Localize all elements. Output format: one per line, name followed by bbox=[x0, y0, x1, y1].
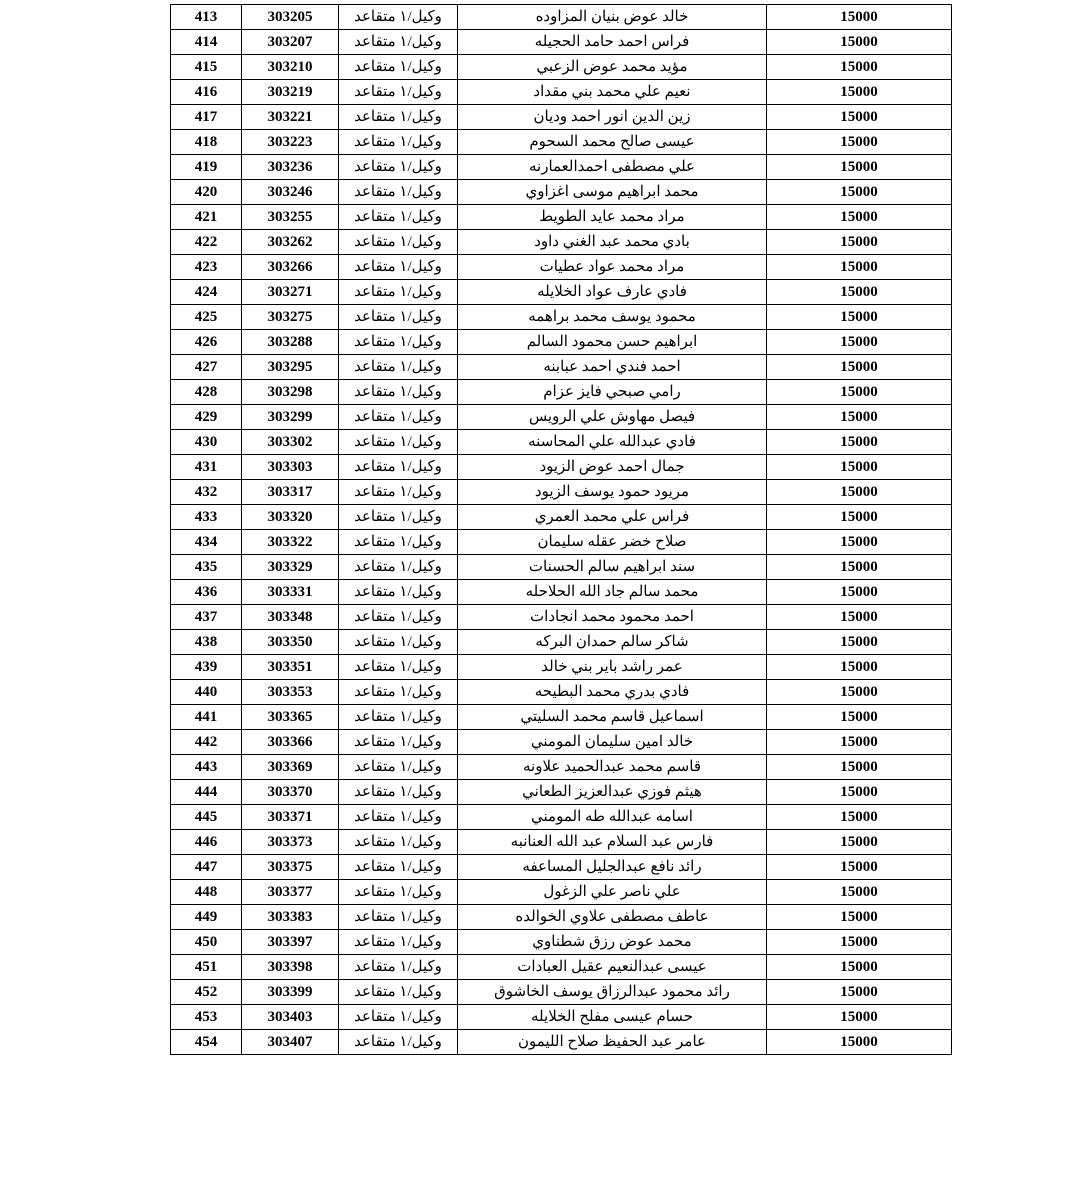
cell-rank: وكيل/١ متقاعد bbox=[339, 630, 458, 655]
table-row bbox=[171, 305, 952, 330]
cell-seq: 422 bbox=[171, 230, 242, 255]
cell-rank: وكيل/١ متقاعد bbox=[339, 30, 458, 55]
cell-rank: وكيل/١ متقاعد bbox=[339, 605, 458, 630]
cell-amount: 15000 bbox=[767, 230, 952, 255]
cell-amount: 15000 bbox=[767, 480, 952, 505]
cell-id: 303366 bbox=[242, 730, 339, 755]
cell-rank: وكيل/١ متقاعد bbox=[339, 830, 458, 855]
cell-amount: 15000 bbox=[767, 605, 952, 630]
cell-rank: وكيل/١ متقاعد bbox=[339, 480, 458, 505]
cell-amount: 15000 bbox=[767, 305, 952, 330]
cell-name: فادي بدري محمد البطيحه bbox=[458, 680, 767, 705]
cell-seq: 429 bbox=[171, 405, 242, 430]
cell-id: 303407 bbox=[242, 1030, 339, 1055]
table-row bbox=[171, 1030, 952, 1055]
table-row bbox=[171, 455, 952, 480]
cell-seq: 415 bbox=[171, 55, 242, 80]
cell-seq: 426 bbox=[171, 330, 242, 355]
cell-amount: 15000 bbox=[767, 705, 952, 730]
cell-rank: وكيل/١ متقاعد bbox=[339, 780, 458, 805]
cell-rank: وكيل/١ متقاعد bbox=[339, 55, 458, 80]
cell-seq: 432 bbox=[171, 480, 242, 505]
cell-amount: 15000 bbox=[767, 455, 952, 480]
cell-name: علي مصطفى احمدالعمارنه bbox=[458, 155, 767, 180]
cell-id: 303397 bbox=[242, 930, 339, 955]
cell-id: 303373 bbox=[242, 830, 339, 855]
cell-amount: 15000 bbox=[767, 255, 952, 280]
cell-seq: 441 bbox=[171, 705, 242, 730]
table-row bbox=[171, 105, 952, 130]
cell-amount: 15000 bbox=[767, 405, 952, 430]
cell-name: محمد سالم جاد الله الحلاحله bbox=[458, 580, 767, 605]
cell-id: 303350 bbox=[242, 630, 339, 655]
cell-name: علي ناصر علي الزغول bbox=[458, 880, 767, 905]
cell-seq: 447 bbox=[171, 855, 242, 880]
cell-rank: وكيل/١ متقاعد bbox=[339, 455, 458, 480]
cell-amount: 15000 bbox=[767, 330, 952, 355]
cell-name: خالد امين سليمان المومني bbox=[458, 730, 767, 755]
cell-seq: 435 bbox=[171, 555, 242, 580]
cell-amount: 15000 bbox=[767, 1030, 952, 1055]
table-row bbox=[171, 355, 952, 380]
cell-rank: وكيل/١ متقاعد bbox=[339, 705, 458, 730]
cell-seq: 418 bbox=[171, 130, 242, 155]
cell-seq: 428 bbox=[171, 380, 242, 405]
cell-seq: 421 bbox=[171, 205, 242, 230]
cell-rank: وكيل/١ متقاعد bbox=[339, 680, 458, 705]
cell-seq: 449 bbox=[171, 905, 242, 930]
cell-amount: 15000 bbox=[767, 980, 952, 1005]
cell-rank: وكيل/١ متقاعد bbox=[339, 805, 458, 830]
cell-rank: وكيل/١ متقاعد bbox=[339, 1030, 458, 1055]
cell-amount: 15000 bbox=[767, 1005, 952, 1030]
roster-table-container bbox=[194, 4, 952, 1055]
cell-id: 303403 bbox=[242, 1005, 339, 1030]
cell-name: فارس عبد السلام عبد الله العنانبه bbox=[458, 830, 767, 855]
table-row bbox=[171, 130, 952, 155]
cell-id: 303266 bbox=[242, 255, 339, 280]
table-row bbox=[171, 905, 952, 930]
cell-name: قاسم محمد عبدالحميد علاونه bbox=[458, 755, 767, 780]
table-row bbox=[171, 630, 952, 655]
cell-id: 303398 bbox=[242, 955, 339, 980]
cell-amount: 15000 bbox=[767, 655, 952, 680]
cell-amount: 15000 bbox=[767, 5, 952, 30]
table-row bbox=[171, 205, 952, 230]
cell-id: 303365 bbox=[242, 705, 339, 730]
cell-seq: 416 bbox=[171, 80, 242, 105]
cell-rank: وكيل/١ متقاعد bbox=[339, 405, 458, 430]
table-row bbox=[171, 830, 952, 855]
cell-id: 303223 bbox=[242, 130, 339, 155]
cell-amount: 15000 bbox=[767, 505, 952, 530]
cell-name: عاطف مصطفى علاوي الخوالده bbox=[458, 905, 767, 930]
table-row bbox=[171, 580, 952, 605]
cell-rank: وكيل/١ متقاعد bbox=[339, 280, 458, 305]
cell-name: خالد عوض بنيان المزاوده bbox=[458, 5, 767, 30]
cell-amount: 15000 bbox=[767, 280, 952, 305]
cell-rank: وكيل/١ متقاعد bbox=[339, 205, 458, 230]
cell-id: 303303 bbox=[242, 455, 339, 480]
table-row bbox=[171, 505, 952, 530]
cell-amount: 15000 bbox=[767, 430, 952, 455]
cell-amount: 15000 bbox=[767, 155, 952, 180]
cell-rank: وكيل/١ متقاعد bbox=[339, 930, 458, 955]
cell-seq: 443 bbox=[171, 755, 242, 780]
cell-seq: 445 bbox=[171, 805, 242, 830]
table-row bbox=[171, 155, 952, 180]
cell-amount: 15000 bbox=[767, 830, 952, 855]
cell-rank: وكيل/١ متقاعد bbox=[339, 905, 458, 930]
cell-amount: 15000 bbox=[767, 30, 952, 55]
cell-name: عيسى صالح محمد السحوم bbox=[458, 130, 767, 155]
cell-amount: 15000 bbox=[767, 555, 952, 580]
cell-seq: 425 bbox=[171, 305, 242, 330]
cell-name: رائد محمود عبدالرزاق يوسف الخاشوق bbox=[458, 980, 767, 1005]
cell-seq: 430 bbox=[171, 430, 242, 455]
cell-seq: 439 bbox=[171, 655, 242, 680]
table-row bbox=[171, 5, 952, 30]
cell-rank: وكيل/١ متقاعد bbox=[339, 755, 458, 780]
cell-name: مريود حمود يوسف الزيود bbox=[458, 480, 767, 505]
cell-name: محمد ابراهيم موسى اغزاوي bbox=[458, 180, 767, 205]
cell-amount: 15000 bbox=[767, 205, 952, 230]
cell-amount: 15000 bbox=[767, 630, 952, 655]
cell-name: فراس احمد حامد الحجيله bbox=[458, 30, 767, 55]
cell-name: سند ابراهيم سالم الحسنات bbox=[458, 555, 767, 580]
cell-amount: 15000 bbox=[767, 55, 952, 80]
table-row bbox=[171, 180, 952, 205]
table-row bbox=[171, 255, 952, 280]
cell-id: 303236 bbox=[242, 155, 339, 180]
cell-id: 303219 bbox=[242, 80, 339, 105]
table-row bbox=[171, 730, 952, 755]
cell-name: زين الدين انور احمد وديان bbox=[458, 105, 767, 130]
cell-name: صلاح خضر عقله سليمان bbox=[458, 530, 767, 555]
cell-rank: وكيل/١ متقاعد bbox=[339, 730, 458, 755]
cell-amount: 15000 bbox=[767, 930, 952, 955]
cell-name: فادي عارف عواد الخلايله bbox=[458, 280, 767, 305]
cell-name: مراد محمد عايد الطويط bbox=[458, 205, 767, 230]
cell-seq: 414 bbox=[171, 30, 242, 55]
cell-rank: وكيل/١ متقاعد bbox=[339, 180, 458, 205]
cell-id: 303348 bbox=[242, 605, 339, 630]
cell-name: عامر عبد الحفيظ صلاح الليمون bbox=[458, 1030, 767, 1055]
cell-seq: 440 bbox=[171, 680, 242, 705]
table-row bbox=[171, 280, 952, 305]
cell-amount: 15000 bbox=[767, 130, 952, 155]
cell-rank: وكيل/١ متقاعد bbox=[339, 580, 458, 605]
cell-name: بادي محمد عبد الغني داود bbox=[458, 230, 767, 255]
cell-seq: 438 bbox=[171, 630, 242, 655]
cell-rank: وكيل/١ متقاعد bbox=[339, 355, 458, 380]
cell-id: 303246 bbox=[242, 180, 339, 205]
cell-name: احمد محمود محمد انجادات bbox=[458, 605, 767, 630]
table-row bbox=[171, 405, 952, 430]
cell-id: 303271 bbox=[242, 280, 339, 305]
cell-seq: 450 bbox=[171, 930, 242, 955]
cell-seq: 454 bbox=[171, 1030, 242, 1055]
cell-name: حسام عيسى مفلح الخلايله bbox=[458, 1005, 767, 1030]
cell-rank: وكيل/١ متقاعد bbox=[339, 955, 458, 980]
cell-id: 303298 bbox=[242, 380, 339, 405]
cell-seq: 427 bbox=[171, 355, 242, 380]
cell-name: مؤيد محمد عوض الزعبي bbox=[458, 55, 767, 80]
cell-name: مراد محمد عواد عطيات bbox=[458, 255, 767, 280]
table-row bbox=[171, 30, 952, 55]
cell-id: 303221 bbox=[242, 105, 339, 130]
cell-amount: 15000 bbox=[767, 880, 952, 905]
cell-rank: وكيل/١ متقاعد bbox=[339, 80, 458, 105]
cell-amount: 15000 bbox=[767, 80, 952, 105]
cell-amount: 15000 bbox=[767, 355, 952, 380]
table-row bbox=[171, 330, 952, 355]
table-row bbox=[171, 805, 952, 830]
cell-id: 303207 bbox=[242, 30, 339, 55]
cell-seq: 442 bbox=[171, 730, 242, 755]
cell-id: 303375 bbox=[242, 855, 339, 880]
cell-id: 303262 bbox=[242, 230, 339, 255]
table-row bbox=[171, 480, 952, 505]
cell-id: 303383 bbox=[242, 905, 339, 930]
cell-amount: 15000 bbox=[767, 805, 952, 830]
cell-amount: 15000 bbox=[767, 730, 952, 755]
cell-id: 303329 bbox=[242, 555, 339, 580]
cell-seq: 436 bbox=[171, 580, 242, 605]
cell-id: 303317 bbox=[242, 480, 339, 505]
table-row bbox=[171, 680, 952, 705]
table-row bbox=[171, 955, 952, 980]
cell-amount: 15000 bbox=[767, 680, 952, 705]
cell-rank: وكيل/١ متقاعد bbox=[339, 655, 458, 680]
cell-id: 303275 bbox=[242, 305, 339, 330]
cell-rank: وكيل/١ متقاعد bbox=[339, 5, 458, 30]
cell-name: شاكر سالم حمدان البركه bbox=[458, 630, 767, 655]
cell-id: 303351 bbox=[242, 655, 339, 680]
table-row bbox=[171, 980, 952, 1005]
cell-seq: 437 bbox=[171, 605, 242, 630]
cell-name: عمر راشد باير بني خالد bbox=[458, 655, 767, 680]
cell-amount: 15000 bbox=[767, 530, 952, 555]
cell-seq: 448 bbox=[171, 880, 242, 905]
cell-id: 303377 bbox=[242, 880, 339, 905]
cell-amount: 15000 bbox=[767, 580, 952, 605]
table-row bbox=[171, 430, 952, 455]
cell-rank: وكيل/١ متقاعد bbox=[339, 430, 458, 455]
cell-name: محمود يوسف محمد براهمه bbox=[458, 305, 767, 330]
cell-name: ابراهيم حسن محمود السالم bbox=[458, 330, 767, 355]
cell-id: 303371 bbox=[242, 805, 339, 830]
cell-seq: 433 bbox=[171, 505, 242, 530]
cell-name: اسامه عبدالله طه المومني bbox=[458, 805, 767, 830]
cell-id: 303302 bbox=[242, 430, 339, 455]
cell-seq: 446 bbox=[171, 830, 242, 855]
roster-table bbox=[170, 4, 952, 1055]
table-row bbox=[171, 705, 952, 730]
cell-name: فادي عبدالله علي المحاسنه bbox=[458, 430, 767, 455]
cell-id: 303353 bbox=[242, 680, 339, 705]
cell-seq: 420 bbox=[171, 180, 242, 205]
cell-id: 303331 bbox=[242, 580, 339, 605]
cell-seq: 451 bbox=[171, 955, 242, 980]
table-row bbox=[171, 380, 952, 405]
cell-id: 303370 bbox=[242, 780, 339, 805]
cell-rank: وكيل/١ متقاعد bbox=[339, 155, 458, 180]
cell-rank: وكيل/١ متقاعد bbox=[339, 130, 458, 155]
cell-name: فيصل مهاوش علي الرويس bbox=[458, 405, 767, 430]
cell-id: 303288 bbox=[242, 330, 339, 355]
cell-name: جمال احمد عوض الزيود bbox=[458, 455, 767, 480]
cell-seq: 453 bbox=[171, 1005, 242, 1030]
cell-id: 303255 bbox=[242, 205, 339, 230]
table-row bbox=[171, 655, 952, 680]
cell-id: 303320 bbox=[242, 505, 339, 530]
cell-amount: 15000 bbox=[767, 780, 952, 805]
cell-name: رامي صبحي فايز عزام bbox=[458, 380, 767, 405]
cell-seq: 419 bbox=[171, 155, 242, 180]
cell-seq: 431 bbox=[171, 455, 242, 480]
cell-id: 303210 bbox=[242, 55, 339, 80]
cell-name: فراس علي محمد العمري bbox=[458, 505, 767, 530]
cell-rank: وكيل/١ متقاعد bbox=[339, 1005, 458, 1030]
table-row bbox=[171, 230, 952, 255]
cell-seq: 452 bbox=[171, 980, 242, 1005]
table-row bbox=[171, 1005, 952, 1030]
cell-seq: 424 bbox=[171, 280, 242, 305]
cell-name: نعيم علي محمد بني مقداد bbox=[458, 80, 767, 105]
cell-amount: 15000 bbox=[767, 380, 952, 405]
cell-rank: وكيل/١ متقاعد bbox=[339, 555, 458, 580]
table-row bbox=[171, 555, 952, 580]
cell-rank: وكيل/١ متقاعد bbox=[339, 980, 458, 1005]
cell-name: احمد فندي احمد عبابنه bbox=[458, 355, 767, 380]
cell-rank: وكيل/١ متقاعد bbox=[339, 305, 458, 330]
cell-rank: وكيل/١ متقاعد bbox=[339, 105, 458, 130]
table-row bbox=[171, 855, 952, 880]
cell-seq: 423 bbox=[171, 255, 242, 280]
cell-rank: وكيل/١ متقاعد bbox=[339, 330, 458, 355]
table-row bbox=[171, 780, 952, 805]
table-row bbox=[171, 55, 952, 80]
cell-id: 303322 bbox=[242, 530, 339, 555]
cell-name: عيسى عبدالنعيم عقيل العبادات bbox=[458, 955, 767, 980]
cell-rank: وكيل/١ متقاعد bbox=[339, 880, 458, 905]
cell-name: محمد عوض رزق شطناوي bbox=[458, 930, 767, 955]
cell-amount: 15000 bbox=[767, 105, 952, 130]
cell-id: 303295 bbox=[242, 355, 339, 380]
cell-rank: وكيل/١ متقاعد bbox=[339, 255, 458, 280]
cell-id: 303205 bbox=[242, 5, 339, 30]
cell-rank: وكيل/١ متقاعد bbox=[339, 530, 458, 555]
table-row bbox=[171, 880, 952, 905]
cell-rank: وكيل/١ متقاعد bbox=[339, 505, 458, 530]
table-row bbox=[171, 605, 952, 630]
cell-id: 303369 bbox=[242, 755, 339, 780]
cell-id: 303399 bbox=[242, 980, 339, 1005]
cell-seq: 444 bbox=[171, 780, 242, 805]
cell-seq: 434 bbox=[171, 530, 242, 555]
table-row bbox=[171, 80, 952, 105]
cell-rank: وكيل/١ متقاعد bbox=[339, 855, 458, 880]
cell-rank: وكيل/١ متقاعد bbox=[339, 230, 458, 255]
cell-id: 303299 bbox=[242, 405, 339, 430]
cell-name: اسماعيل قاسم محمد السليتي bbox=[458, 705, 767, 730]
table-row bbox=[171, 530, 952, 555]
cell-rank: وكيل/١ متقاعد bbox=[339, 380, 458, 405]
cell-seq: 413 bbox=[171, 5, 242, 30]
cell-name: هيثم فوزي عبدالعزيز الطعاني bbox=[458, 780, 767, 805]
cell-amount: 15000 bbox=[767, 905, 952, 930]
cell-amount: 15000 bbox=[767, 180, 952, 205]
cell-name: رائد نافع عبدالجليل المساعفه bbox=[458, 855, 767, 880]
cell-amount: 15000 bbox=[767, 955, 952, 980]
cell-amount: 15000 bbox=[767, 855, 952, 880]
roster-table-body bbox=[171, 5, 952, 1055]
cell-amount: 15000 bbox=[767, 755, 952, 780]
cell-seq: 417 bbox=[171, 105, 242, 130]
table-row bbox=[171, 755, 952, 780]
table-row bbox=[171, 930, 952, 955]
